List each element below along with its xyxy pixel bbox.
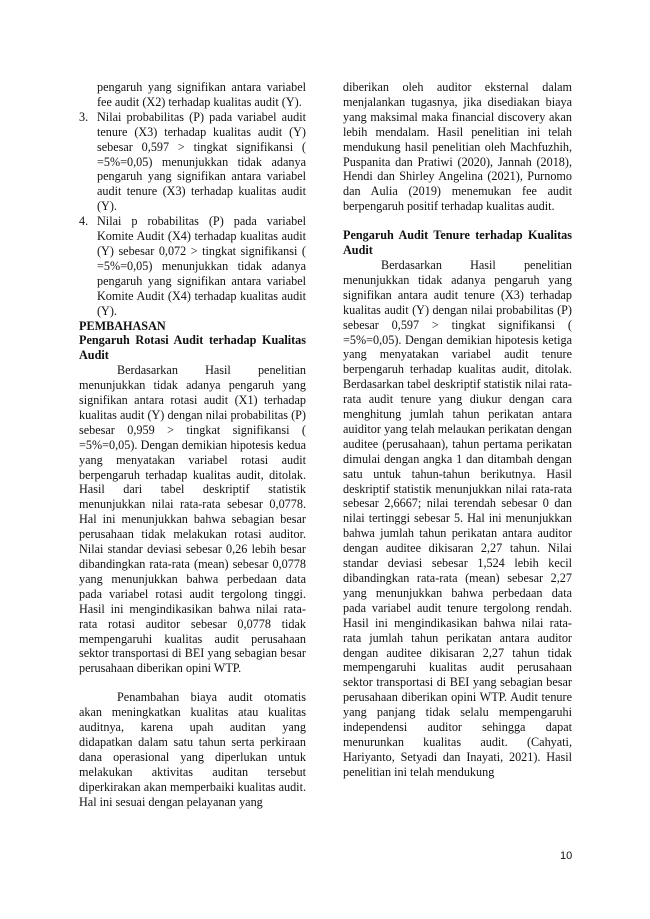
list-item-4	[79, 214, 306, 318]
list-item-4-number: 4.	[79, 214, 89, 229]
list-item-2-continuation: pengaruh yang signifikan antara variabel fee audit (X2) terhadap kualitas audit (Y).	[97, 80, 306, 109]
right-column	[343, 80, 572, 780]
paragraph-continuation: diberikan oleh auditor eksternal dalam menjalankan tugasnya, jika disediakan biaya yang maksimal maka financial discovery akan lebih mendalam. Hasil penelitian ini telah mendukung hasil penelitian oleh Machfuzhih, Puspanita dan Pratiwi (2020), Jannah (2018), Hendi dan Shirley Angelina (2021), Purnomo dan Aulia (2019) menemukan fee audit berpengaruh positif terhadap kualitas audit.	[343, 80, 572, 214]
list-item-3-number: 3.	[79, 109, 89, 124]
list-item-3	[79, 110, 306, 214]
paragraph-biaya-audit: Penambahan biaya audit otomatis akan meningkatkan kualitas atau kualitas auditnya, karena upah auditan yang didapatkan dalam satu tahun serta perkiraan dana operasional yang diperlukan untuk melakukan aktivitas auditan tersebut diperkirakan akan memperbaiki kualitas audit. Hal ini sesuai dengan pelayanan yang	[79, 690, 306, 809]
paragraph-rotasi-audit: Berdasarkan Hasil penelitian menunjukkan tidak adanya pengaruh yang signifikan antara rotasi audit (X1) terhadap kualitas audit (Y) dengan nilai probabilitas (P) sebesar 0,959 > tingkat signifikansi ( =5%=0,05). Dengan demikian hipotesis kedua yang menyatakan variabel rotasi audit berpengaruh terhadap kualitas audit, ditolak. Hasil dari tabel deskriptif statistik menunjukkan nilai rata-rata sebesar 0,0778. Hal ini menunjukkan bahwa sebagian besar perusahaan tidak melakukan rotasi auditor. Nilai standar deviasi sebesar 0,26 lebih besar dibandingkan rata-rata (mean) sebesar 0,0778 yang menunjukkan bahwa perbedaan data pada variabel rotasi audit tergolong tinggi. Hasil ini mengindikasikan bahwa nilai rata-rata rotasi auditor sebesar 0,0778 tidak mempengaruhi kualitas audit perusahaan sektor transportasi di BEI yang sebagian besar perusahaan diberikan opini WTP.	[79, 363, 306, 676]
subheading-rotasi-audit: Pengaruh Rotasi Audit terhadap Kualitas Audit	[79, 333, 306, 363]
paragraph-audit-tenure: Berdasarkan Hasil penelitian menunjukkan tidak adanya pengaruh yang signifikan antara audit tenure (X3) terhadap kualitas audit (Y) dengan nilai probabilitas (P) sebesar 0,597 > tingkat signifikansi ( =5%=0,05). Dengan demikian hipotesis ketiga yang menyatakan variabel audit tenure berpengaruh terhadap kualitas audit, ditolak. Berdasarkan tabel deskriptif statistik nilai rata-rata audit tenure yang diukur dengan cara menghitung jumlah tahun perikatan antara auiditor yang telah melaukan perikatan dengan auditee (perusahaan), tahun pertama perikatan dimulai dengan angka 1 dan ditambah dengan satu untuk tahun-tahun berikutnya. Hasil deskriptif statistik menunjukkan nilai rata-rata sebesar 2,6667; nilai terendah sebesar 0 dan nilai tertinggi sebesar 5. Hal ini menunjukkan bahwa jumlah tahun perikatan antara auditor dengan auditee dikisaran 2,27 tahun. Nilai standar deviasi sebesar 1,524 lebih kecil dibandingkan rata-rata (mean) sebesar 2,27 yang menunjukkan bahwa perbedaan data pada variabel audit tenure tergolong rendah. Hasil ini mengindikasikan bahwa nilai rata-rata jumlah tahun perikatan antara auditor dengan auditee dikisaran 2,27 tahun tidak mempengaruhi kualitas audit perusahaan sektor transportasi di BEI yang sebagian besar perusahaan diberikan opini WTP. Audit tenure yang panjang tidak selalu mempengaruhi independensi auditor sehingga dapat menurunkan kualitas audit. (Cahyati, Hariyanto, Setyadi dan Inayati, 2021). Hasil penelitian ini telah mendukung	[343, 257, 572, 779]
list-item-3-text: Nilai probabilitas (P) pada variabel audit tenure (X3) terhadap kualitas audit (Y) sebesar 0,597 > tingkat signifikansi ( =5%=0,05) menunjukkan tidak adanya pengaruh yang signifikan antara variabel audit tenure (X3) terhadap kualitas audit (Y).	[97, 109, 306, 214]
left-column	[79, 80, 306, 810]
list-item-4-text: Nilai p robabilitas (P) pada variabel Komite Audit (X4) terhadap kualitas audit (Y) sebesar 0,072 > tingkat signifikansi ( =5%=0,05) menunjukkan tidak adanya pengaruh yang signifikan antara variabel Komite Audit (X4) terhadap kualitas audit (Y).	[97, 214, 306, 318]
section-heading-pembahasan: PEMBAHASAN	[79, 318, 166, 333]
paragraph-gap	[79, 676, 306, 690]
subheading-audit-tenure: Pengaruh Audit Tenure terhadap Kualitas Audit	[343, 228, 572, 258]
paragraph-gap	[343, 214, 572, 228]
page-number: 10	[560, 850, 573, 862]
